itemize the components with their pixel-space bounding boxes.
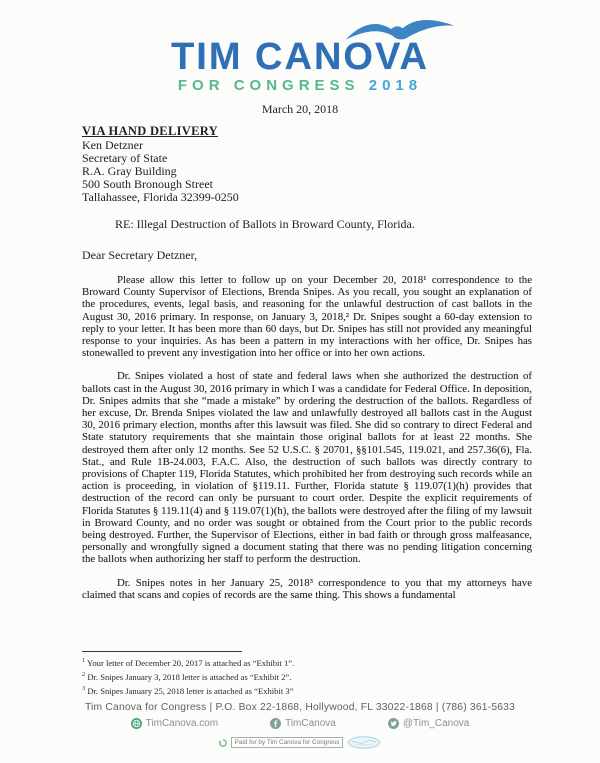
seagull-icon xyxy=(342,16,458,44)
letter-body xyxy=(0,124,600,601)
footnote-marker-2: 2 xyxy=(82,670,86,678)
recipient-title: Secretary of State xyxy=(82,151,168,165)
campaign-tagline xyxy=(0,77,600,94)
twitter-label: @Tim_Canova xyxy=(402,718,470,729)
twitter-icon xyxy=(388,718,399,729)
tagline-year: 2018 xyxy=(368,77,423,94)
footnote-separator xyxy=(82,651,242,652)
page-footer xyxy=(0,702,600,749)
footnote-marker-1: 1 xyxy=(82,657,86,664)
letterhead xyxy=(0,0,600,94)
footnote-1 xyxy=(82,655,532,669)
footnote-text-1: Your letter of December 20, 2017 is attached as “Exhibit 1”. xyxy=(87,657,295,668)
letter-date: March 20, 2018 xyxy=(261,102,339,116)
body-paragraph-3: Dr. Snipes notes in her January 25, 2018³ correspondence to you that my attorneys have claimed that scans and copies of records are the same thing. This shows a fundamental xyxy=(82,576,532,601)
recipient-building: R.A. Gray Building xyxy=(82,164,177,178)
footnote-marker-3: 3 xyxy=(82,684,86,692)
twitter-link xyxy=(388,718,469,729)
footer-contact-line: Tim Canova for Congress | P.O. Box 22-1868, Hollywood, FL 33022-1868 | (786) 361-5633 xyxy=(84,702,516,713)
globe-icon xyxy=(131,718,142,729)
page-bottom xyxy=(0,646,600,763)
recipient-city: Tallahassee, Florida 32399-0250 xyxy=(82,190,239,204)
recipient-address xyxy=(82,139,532,204)
recycle-icon xyxy=(219,739,227,747)
delivery-method: VIA HAND DELIVERY xyxy=(82,124,218,138)
recipient-name: Ken Detzner xyxy=(82,138,143,152)
body-paragraph-1: Please allow this letter to follow up on your December 20, 2018¹ correspondence to the Broward County Supervisor of Elections, Brenda Snipes. As you recall, you sought an explanation of the procedures, events, legal basis, and reasoning for the unlawful destruction of cast ballots in the August 30, 2016 primary. In response, on January 3, 2018,² Dr. Snipes sought a 60-day extension to reply to your letter. It has been more than 60 days, but Dr. Snipes has still not provided any meaningful response to your inquiries. As has been a pattern in my interactions with her office, Dr. Snipes has stonewalled to prevent any investigation into her office or into her own actions. xyxy=(82,274,532,360)
facebook-label: TimCanova xyxy=(285,718,336,729)
disclaimer-text: Paid for by Tim Canova for Congress xyxy=(231,737,344,748)
salutation: Dear Secretary Detzner, xyxy=(82,248,198,262)
footnote-2 xyxy=(82,669,532,683)
social-links-row xyxy=(0,718,600,729)
subject-line: RE: Illegal Destruction of Ballots in Broward County, Florida. xyxy=(115,217,415,231)
footnote-3 xyxy=(82,683,532,697)
body-paragraph-2: Dr. Snipes violated a host of state and federal laws when she authorized the destruction of ballots cast in the August 30, 2016 primary in which I was a candidate for Federal Office. In deposition, Dr. Snipes admits that she “made a mistake” by ordering the destruction of the ballots. Regardless of her excuse, Dr. Brenda Snipes violated the law and unlawfully destroyed all ballots cast in the August 30, 2016 primary election, months after this lawsuit was filed. She did so contrary to direct Federal and State statutory requirements that she maintain those original ballots for at least 22 months. She destroyed them after only 12 months. See 52 U.S.C. § 20701, §§101.545, 119.021, and 257.36(6), Fla. Stat., and Rule 1B-24.003, F.A.C. Also, the destruction of such ballots was directly contrary to provisions of Chapter 119, Florida Statutes, which prohibited her from destroying such records while an action is proceeding, in violation of §119.11. Further, Florida statute § 119.07(1)(h) provides that destruction of the record can only be pursuant to court order. Despite the explicit requirements of Florida Statutes § 119.11(4) and § 119.07(1)(h), the ballots were destroyed after the filing of my lawsuit in Broward County, and no order was sought or obtained from the Court prior to the public records being destroyed. Further, the Supervisor of Elections, either in bad faith or through gross malfeasance, personally and wrongfully signed a document stating that there was no pending litigation concerning the ballots when authorizing her staff to perform the destruction. xyxy=(82,370,532,566)
campaign-name: TIM CANOVA xyxy=(171,36,429,78)
footnote-text-3: Dr. Snipes January 25, 2018 letter is attached as “Exhibit 3” xyxy=(87,685,294,696)
facebook-icon xyxy=(270,718,281,729)
tagline-text: FOR CONGRESS xyxy=(177,77,360,94)
footnote-text-2: Dr. Snipes January 3, 2018 letter is attached as “Exhibit 2”. xyxy=(87,671,292,682)
facebook-link xyxy=(270,718,336,729)
union-bug-icon xyxy=(347,736,381,749)
website-label: TimCanova.com xyxy=(145,718,219,729)
website-link xyxy=(131,718,218,729)
recipient-street: 500 South Bronough Street xyxy=(82,177,213,191)
disclaimer-row xyxy=(0,736,600,749)
